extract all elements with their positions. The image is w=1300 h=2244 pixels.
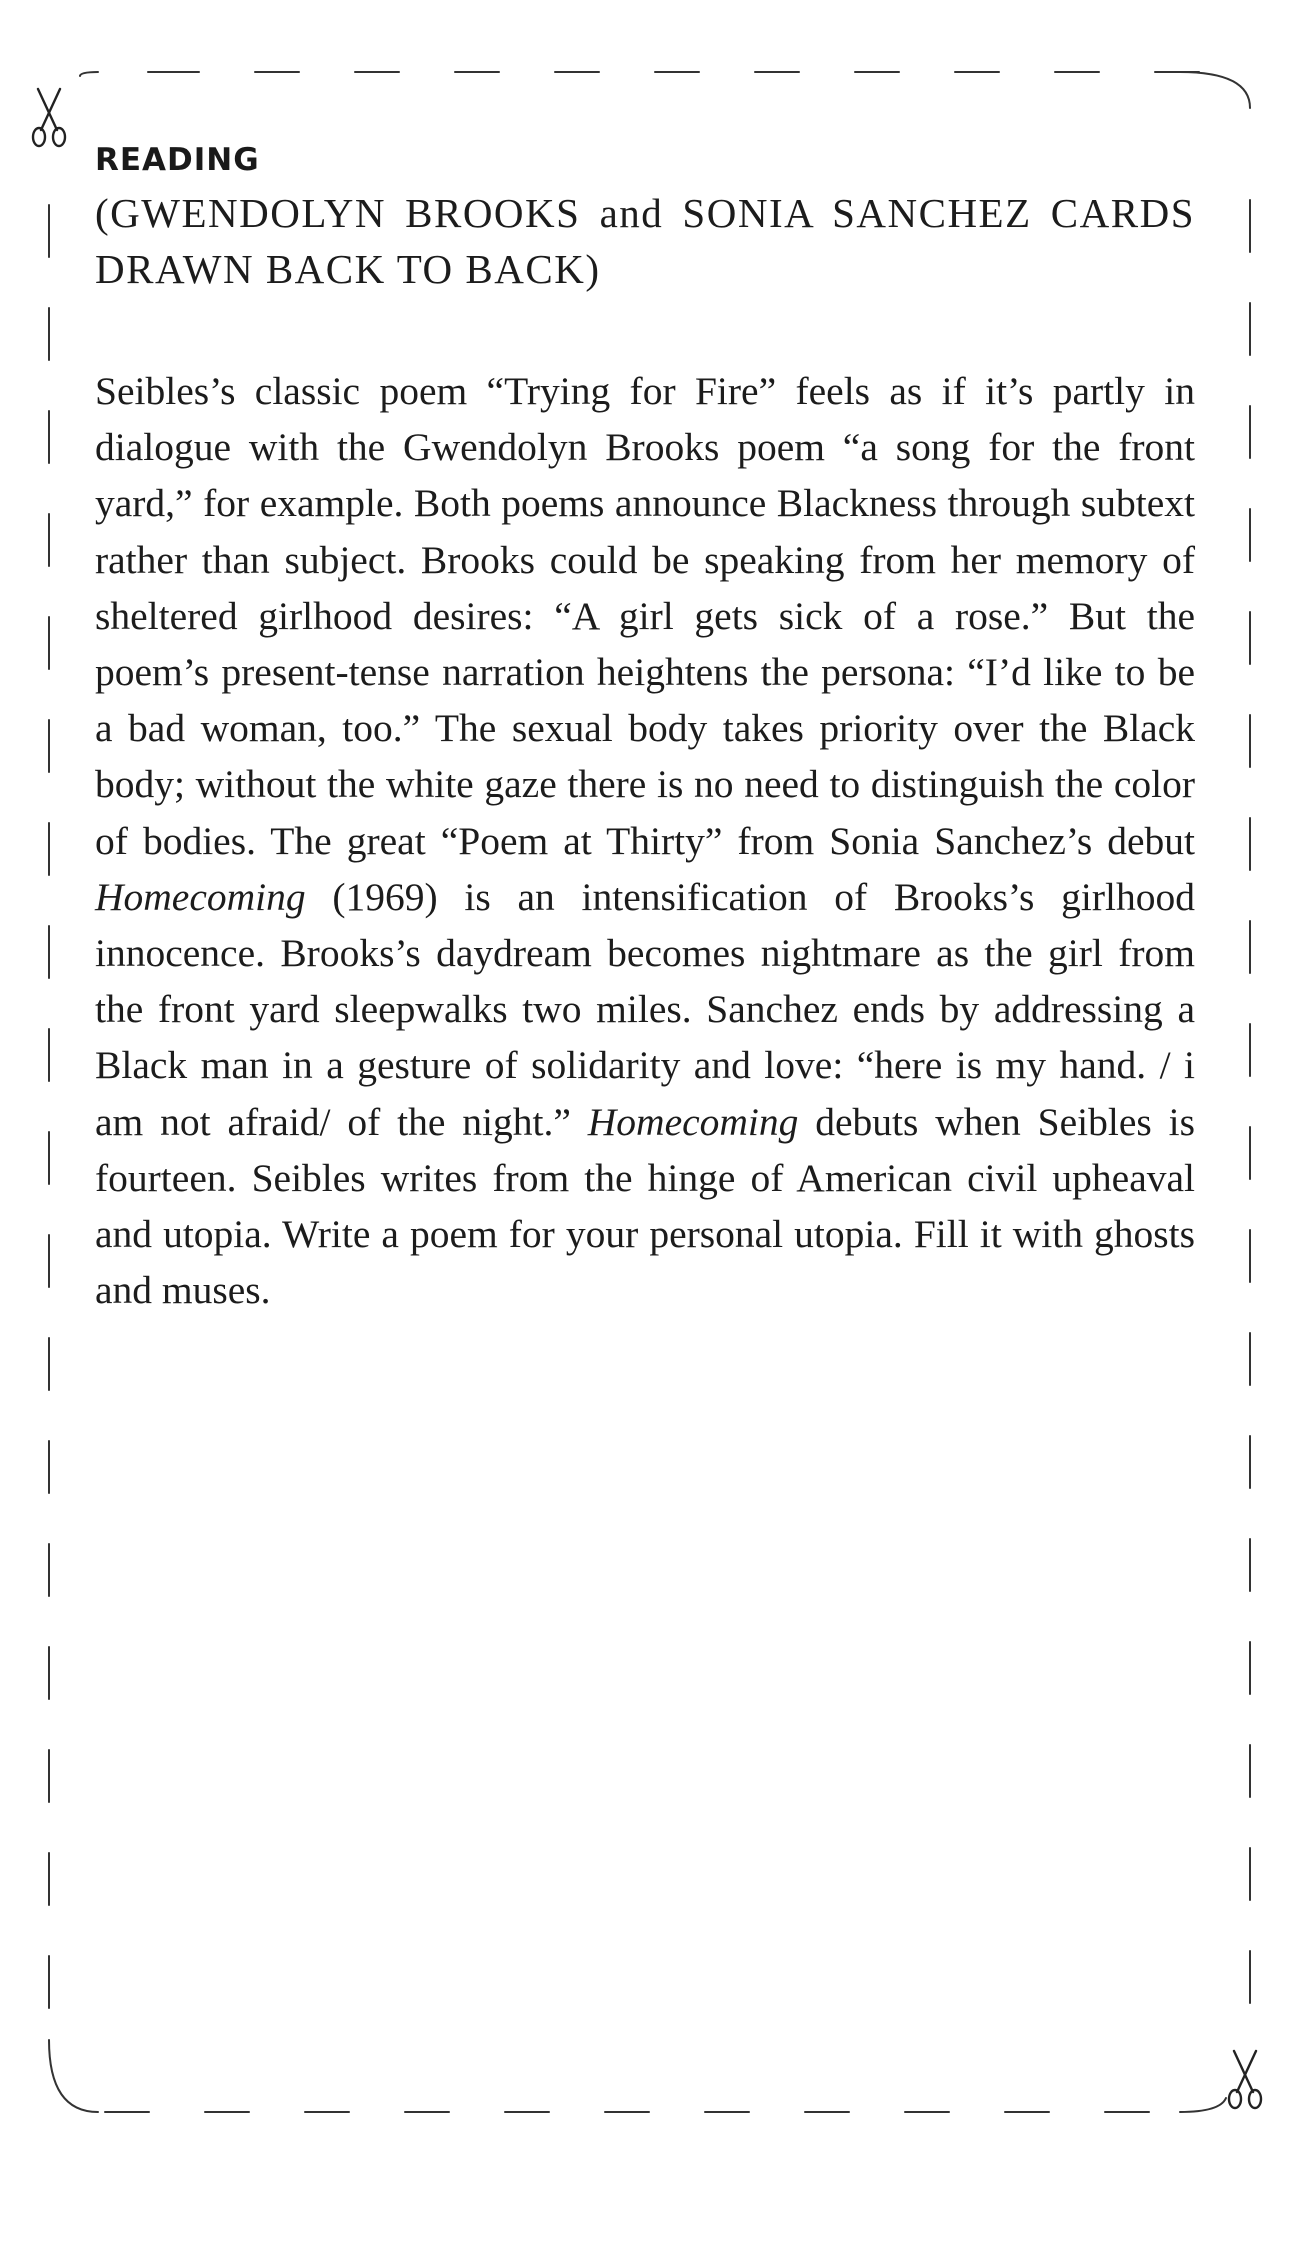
body-text-segment: (1969) is an intensification of Brooks’s girlhood innocence. Brooks’s daydream becomes nightmare as the girl from the front yard sleepwalks two miles. Sanchez ends by addressing a Black man in a gesture of solidarity and love: “here is my hand. / i am not afraid/ of the night.”	[95, 874, 1195, 1144]
card-subtitle: (GWENDOLYN BROOKS and SONIA SANCHEZ CARDS DRAWN BACK TO BACK)	[95, 190, 1195, 292]
card-label: READING	[95, 142, 260, 178]
book-title: Homecoming	[587, 1099, 799, 1144]
body-text-segment: debuts when Seibles is fourteen. Seibles writes from the hinge of American civil upheaval and utopia. Write a poem for your personal utopia. Fill it with ghosts and muses.	[95, 1099, 1195, 1313]
body-text-segment: Seibles’s classic poem “Trying for Fire” feels as if it’s partly in dialogue with the Gwendolyn Brooks poem “a song for the front yard,” for example. Both poems announce Blackness through subtext rather than subject. Brooks could be speaking from her memory of sheltered girlhood desires: “A girl gets sick of a rose.” But the poem’s present-tense narration heightens the persona: “I’d like to be a bad woman, too.” The sexual body takes priority over the Black body; without the white gaze there is no need to distinguish the color of bodies. The great “Poem at Thirty” from Sonia Sanchez’s debut	[95, 369, 1195, 863]
scissors-icon	[29, 86, 69, 150]
scissors-icon	[1225, 2048, 1265, 2112]
reading-card	[95, 140, 1195, 1318]
card-body-text	[95, 363, 1195, 1318]
book-title: Homecoming	[95, 874, 306, 919]
